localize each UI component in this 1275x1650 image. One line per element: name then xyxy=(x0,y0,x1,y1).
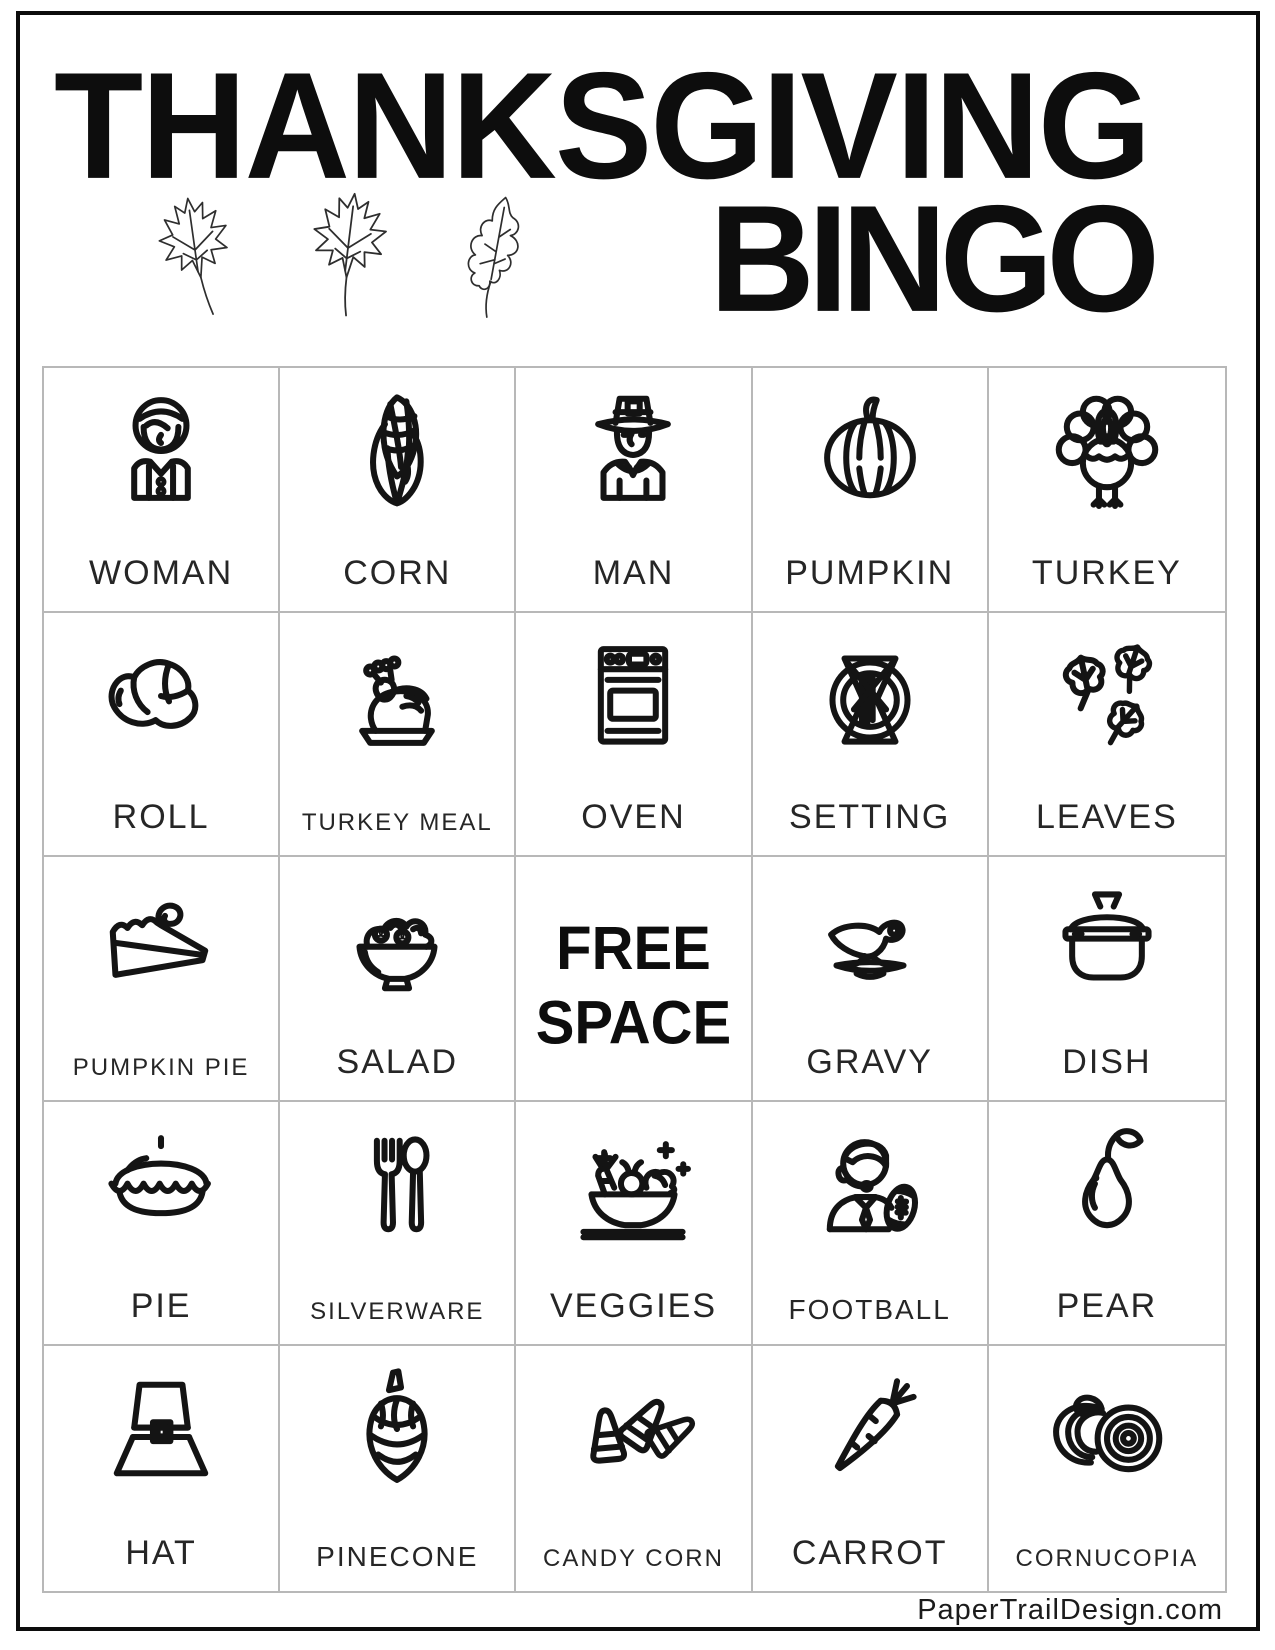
bingo-cell xyxy=(753,368,989,613)
cell-label: OVEN xyxy=(581,798,686,837)
covered-dish-icon xyxy=(1040,873,1174,1007)
bingo-cell xyxy=(44,1102,280,1347)
croissant-roll-icon xyxy=(94,629,228,763)
bingo-cell xyxy=(516,613,752,858)
bingo-cell xyxy=(44,368,280,613)
page-title-line1: THANKSGIVING xyxy=(54,40,1150,211)
pie-icon xyxy=(94,1118,228,1252)
free-space-text xyxy=(536,912,732,1061)
bingo-cell xyxy=(753,1102,989,1347)
cell-label: CARROT xyxy=(791,1534,948,1572)
bingo-cell xyxy=(44,613,280,858)
bingo-cell xyxy=(280,1102,516,1347)
veggies-bowl-icon xyxy=(566,1118,700,1252)
bingo-cell xyxy=(753,1346,989,1591)
gravy-boat-icon xyxy=(803,873,937,1007)
cell-label: CORN xyxy=(343,553,452,592)
table-setting-icon xyxy=(803,629,937,763)
cell-label: SILVERWARE xyxy=(310,1298,485,1326)
salad-bowl-icon xyxy=(330,873,464,1007)
cell-label: PIE xyxy=(130,1287,192,1326)
cell-label: LEAVES xyxy=(1036,798,1178,837)
candy-corn-icon xyxy=(566,1362,700,1496)
silverware-icon xyxy=(330,1118,464,1252)
bingo-cell xyxy=(44,857,280,1102)
pilgrim-hat-icon xyxy=(94,1362,228,1496)
cell-label: PINECONE xyxy=(316,1541,479,1572)
cell-label: PEAR xyxy=(1056,1287,1158,1326)
bingo-cell xyxy=(753,613,989,858)
maple-leaf-icon xyxy=(154,194,238,320)
cell-label: PUMPKIN xyxy=(785,553,955,592)
bingo-cell xyxy=(989,613,1225,858)
cell-label: TURKEY xyxy=(1031,553,1182,592)
cornucopia-icon xyxy=(1040,1362,1174,1496)
pilgrim-man-icon xyxy=(566,384,700,518)
pumpkin-icon xyxy=(803,384,937,518)
cell-label: ROLL xyxy=(112,798,210,837)
bingo-cell xyxy=(989,857,1225,1102)
cell-label: TURKEY MEAL xyxy=(301,809,493,837)
footer-credit: PaperTrailDesign.com xyxy=(917,1594,1223,1626)
bingo-cell xyxy=(516,1346,752,1591)
cell-label: PUMPKIN PIE xyxy=(72,1053,250,1081)
bingo-cell xyxy=(516,1102,752,1347)
bingo-cell xyxy=(280,613,516,858)
football-commentator-icon xyxy=(803,1118,937,1252)
cell-label: WOMAN xyxy=(89,553,234,592)
cell-label: CANDY CORN xyxy=(543,1545,724,1572)
autumn-leaves-icon xyxy=(1040,629,1174,763)
bingo-cell xyxy=(753,857,989,1102)
pinecone-icon xyxy=(330,1362,464,1496)
bingo-cell xyxy=(516,368,752,613)
free-space-line1: FREE xyxy=(556,914,711,983)
bingo-cell xyxy=(44,1346,280,1591)
bingo-cell xyxy=(989,1102,1225,1347)
page-title-line2: BINGO xyxy=(709,173,1153,344)
cell-label: HAT xyxy=(125,1534,197,1572)
oak-leaf-icon xyxy=(461,194,524,320)
cell-label: DISH xyxy=(1062,1042,1152,1081)
carrot-icon xyxy=(803,1362,937,1496)
free-space-cell xyxy=(516,857,752,1102)
corn-icon xyxy=(330,384,464,518)
bingo-cell xyxy=(280,857,516,1102)
cell-label: SETTING xyxy=(789,798,951,837)
cell-label: MAN xyxy=(592,553,675,592)
maple-leaf-icon xyxy=(304,189,390,319)
cell-label: VEGGIES xyxy=(549,1287,718,1326)
turkey-icon xyxy=(1040,384,1174,518)
turkey-meal-icon xyxy=(330,629,464,763)
cell-label: CORNUCOPIA xyxy=(1015,1545,1199,1572)
pilgrim-woman-icon xyxy=(94,384,228,518)
pear-icon xyxy=(1040,1118,1174,1252)
autumn-leaves-illustration xyxy=(105,178,585,338)
bingo-cell xyxy=(989,368,1225,613)
oven-icon xyxy=(566,629,700,763)
bingo-cell xyxy=(989,1346,1225,1591)
bingo-grid xyxy=(42,366,1227,1593)
pumpkin-pie-icon xyxy=(94,873,228,1007)
bingo-cell xyxy=(280,1346,516,1591)
cell-label: GRAVY xyxy=(806,1042,933,1081)
cell-label: FOOTBALL xyxy=(788,1294,951,1326)
cell-label: SALAD xyxy=(336,1042,459,1081)
bingo-cell xyxy=(280,368,516,613)
free-space-line2: SPACE xyxy=(535,988,732,1057)
